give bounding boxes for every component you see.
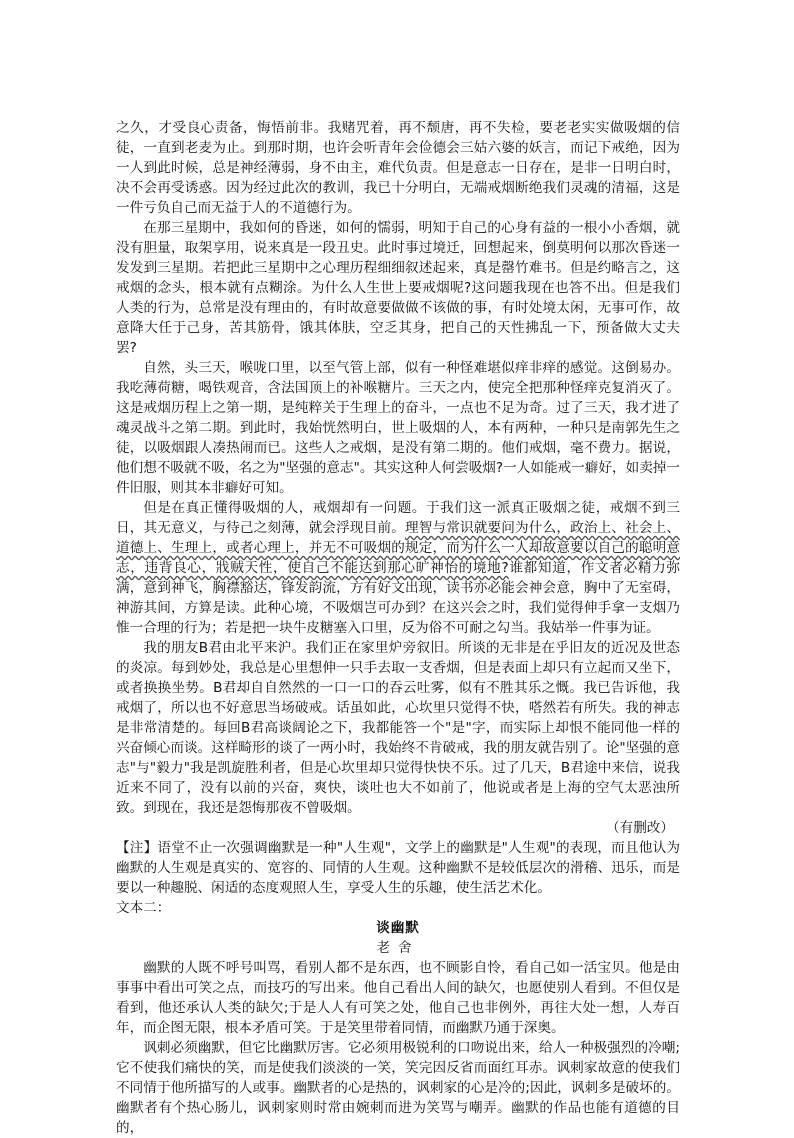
text2-author: 老舍	[376, 940, 420, 956]
annotation-note: 【注】语堂不止一次强调幽默是一种"人生观"，文学上的幽默是"人生观"的表现，而且他认为幽默的人生观是真实的、宽容的、同情的人生观。这种幽默不是较低层次的滑稽、迅乐，而是要以一种趣脱、闲适的态度观照人生，享受人生的乐趣，使生活艺术化。	[116, 840, 680, 896]
text1-paragraph-5: 我的朋友B君由北平来沪。我们正在家里炉旁叙旧。所谈的无非是在乎旧友的近况及世态的炎凉。每到妙处，我总是心里想伸一只手去取一支香烟，但是表面上却只有立起而又坐下，或者换换坐势。B君却自自然然的一口一口的吞云吐雾，似有不胜其乐之慨。我已告诉他，我戒烟了，所以也不好意思当场破戒。话虽如此，心坎里只觉得不快，嗒然若有所失。我的神志是非常清楚的。每回B君高谈阔论之下，我都能答一个"是"字，而实际上却恨不能同他一样的兴奋倾心而谈。这样畸形的谈了一两小时，我始终不肯破戒，我的朋友就告别了。论"坚强的意志"与"毅力"我是凯旋胜利者，但是心坎里却只觉得快快不乐。过了几天，B君途中来信，说我近来不同了，没有以前的兴奋，爽快，谈吐也大不如前了，他说或者是上海的空气太恶浊所致。到现在，我还是怨悔那夜不曾吸烟。	[116, 640, 680, 816]
text1-paragraph-1: 之久，才受良心责备，悔悟前非。我赌咒着，再不颓唐，再不失检，要老老实实做吸烟的信徒，一直到老麦为止。到那时期，也许会听青年会俭德会三姑六婆的妖言，而记下戒绝，因为一人到此时候，总是神经薄弱，身不由主，难代负责。但是意志一日存在，是非一日明白时，决不会再受诱惑。因为经过此次的教训，我已十分明白，无端戒烟断绝我们灵魂的清福，这是一件亏负自己而无益于人的不道德行为。	[116, 120, 680, 216]
text2-label: 文本二：	[116, 900, 171, 916]
text2-paragraph-2: 讽刺必须幽默，但它比幽默厉害。它必须用极锐利的口吻说出来，给人一种极强烈的冷嘲;它不使我们痛快的笑，而是使我们淡淡的一笑，笑完因反省而面红耳赤。讽刺家故意的使我们不同情于他所描写的人或事。幽默者的心是热的，讽刺家的心是冷的;因此，讽刺多是破坏的。幽默者有个热心肠儿，讽刺家则时常由婉刺而进为笑骂与嘲弄。幽默的作品也能有道德的目的，	[116, 1040, 680, 1136]
text2-paragraph-1: 幽默的人既不呼号叫骂，看别人都不是东西，也不顾影自怜，看自己如一活宝贝。他是由事事中看出可笑之点，而技巧的写出来。他自己看出人间的缺欠，也愿使别人看到。不但仅是看到，他还承认人类的缺欠;于是人人有可笑之处，他自己也非例外，再往大处一想，人寿百年，而企图无限，根本矛盾可笑。于是笑里带着同情，而幽默乃通于深奥。	[116, 960, 680, 1036]
document-page	[116, 118, 680, 1138]
text1-paragraph-2: 在那三星期中，我如何的昏迷，如何的懦弱，明知于自己的心身有益的一根小小香烟，就没有胆量，取架享用，说来真是一段丑史。此时事过境迁，回想起来，倒莫明何以那次昏迷一发发到三星期。若把此三星期中之心理历程细细叙述起来，真是罄竹难书。但是约略言之，这戒烟的念头，根本就有点糊涂。为什么人生世上要戒烟呢?这问题我现在也答不出。但是我们人类的行为，总常是没有理由的，有时故意要做做不该做的事，有时处境太闲，无事可作，故意降大任于己身，苦其筋骨，饿其体肤，空乏其身，把自己的天性拂乱一下，预备做大丈夫罢?	[116, 220, 680, 356]
source-note: （有删改）	[606, 820, 674, 836]
text1-paragraph-4	[116, 498, 680, 638]
text1-paragraph-4-end: 谁都知道，作文者必精力弥满，意到神飞，胸襟豁达，锋发韵流，方有好文出现，读书亦必能会神会意，胸中了无室碍，神游其间，方算是读。此种心境，不吸烟岂可办到？在这兴会之时，我们觉得伸手拿一支烟乃惟一合理的行为；若是把一块牛皮糖塞入口里，反为俗不可耐之勾当。我姑举一件事为证。	[116, 560, 681, 636]
underlined-passage: 理智与常识就要问为什么，政治上、社会上、道德上、生理上，或者心理上，并无不可吸烟的规定，而为什么一人却故意要以自己的聪明意志，违背良心，戕贼天性，使自己不能达到那心旷神怡的境地?	[116, 520, 681, 576]
text1-paragraph-3: 自然，头三天，喉咙口里，以至气管上部，似有一种怪难堪似痒非痒的感觉。这倒易办。我吃薄荷糖，喝铁观音，含法国顶上的补喉糖片。三天之内，使完全把那种怪痒克复消灭了。这是戒烟历程上之第一期，是纯粹关于生理上的奋斗，一点也不足为奇。过了三天，我才进了魂灵战斗之第二期。到此时，我始恍然明白，世上吸烟的人，本有两种，一种只是南郭先生之徒，以吸烟跟人凑热闹而已。这些人之戒烟，是没有第二期的。他们戒烟，毫不费力。据说，他们想不吸就不吸，名之为"坚强的意志"。其实这种人何尝吸烟?一人如能戒一癖好，如卖掉一件旧服，则其本非癖好可知。	[116, 360, 680, 496]
text2-title: 谈幽默	[376, 920, 420, 936]
text1-paragraph-4-start: 但是在真正懂得吸烟的人，戒烟却有一问题。于我们这一派真正吸烟之徒，戒烟不到三日，其无意义，与待己之刻薄，就会浮现目前。	[116, 500, 680, 536]
